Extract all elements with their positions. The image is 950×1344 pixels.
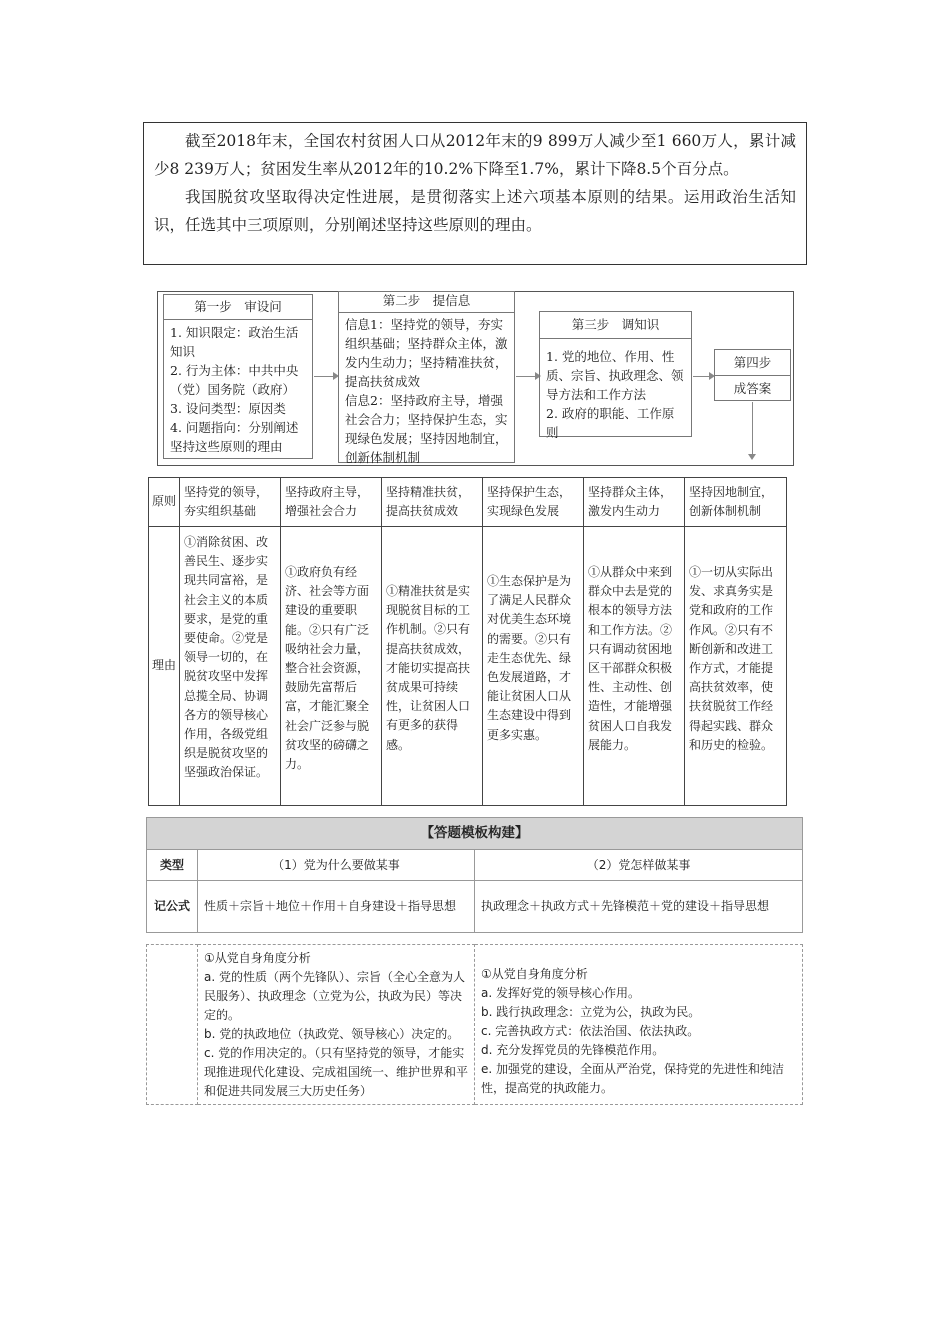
formula-why: 性质＋宗旨＋地位＋作用＋自身建设＋指导思想: [198, 881, 475, 933]
step-3-line: 1. 党的地位、作用、性质、宗旨、执政理念、领导方法和工作方法: [546, 349, 684, 402]
step-1-line: 2. 行为主体：中共中央（党）国务院（政府）: [170, 363, 299, 397]
step-3-box: [539, 311, 692, 440]
col-header-how: （2）党怎样做某事: [475, 850, 803, 881]
answer-template-table: [146, 817, 803, 1105]
reason-cell: ①生态保护是为了满足人民群众对优美生态环境的需要。②只有走生态优先、绿色发展道路，才能让贫困人口从生态建设中得到更多实惠。: [483, 527, 584, 806]
formula-label: 记公式: [147, 881, 198, 933]
principles-table: [148, 477, 787, 806]
principle-cell: 坚持保护生态，实现绿色发展: [483, 478, 584, 527]
analysis-line: ①从党自身角度分析: [481, 967, 588, 981]
intro-paragraph-1: 截至2018年末，全国农村贫困人口从2012年末的9 899万人减少至1 660万人，累计减少8 239万人；贫困发生率从2012年的10.2%下降至1.7%，累计下降8.5个百分点。: [154, 132, 796, 178]
step-4-sub: 成答案: [733, 381, 772, 396]
principle-cell: 坚持因地制宜，创新体制机制: [685, 478, 787, 527]
down-connector: [752, 402, 753, 458]
reason-cell: ①精准扶贫是实现脱贫目标的工作机制。②只有提高扶贫成效，才能切实提高扶贫成果可持续性，让贫困人口有更多的获得感。: [382, 527, 483, 806]
analysis-how: [475, 945, 803, 1105]
analysis-line: b. 践行执政理念：立党为公，执政为民。: [481, 1005, 701, 1019]
intro-paragraph-2: 我国脱贫攻坚取得决定性进展，是贯彻落实上述六项基本原则的结果。运用政治生活知识，任选其中三项原则，分别阐述坚持这些原则的理由。: [154, 188, 796, 234]
solution-flow-diagram: [157, 291, 794, 466]
step-2-box: [338, 291, 515, 463]
question-text-box: [143, 122, 807, 265]
analysis-line: d. 充分发挥党员的先锋模范作用。: [481, 1043, 665, 1057]
principle-cell: 坚持党的领导，夯实组织基础: [180, 478, 281, 527]
analysis-line: e. 加强党的建设，全面从严治党，保持党的先进性和纯洁性，提高党的执政能力。: [481, 1062, 785, 1095]
step-2-info-1: 信息1：坚持党的领导，夯实组织基础；坚持群众主体，激发内生动力；坚持精准扶贫，提高扶贫成效: [345, 317, 508, 389]
col-header-why: （1）党为什么要做某事: [198, 850, 475, 881]
step-1-line: 4. 问题指向：分别阐述坚持这些原则的理由: [170, 420, 299, 454]
arrow-connector: [516, 376, 537, 377]
step-4-box: [714, 349, 791, 401]
row-label-principle: 原则: [149, 478, 180, 527]
analysis-line: ①从党自身角度分析: [204, 951, 311, 965]
analysis-line: c. 党的作用决定的。（只有坚持党的领导，才能实现推进现代化建设、完成祖国统一、维护世界和平和促进共同发展三大历史任务）: [204, 1046, 469, 1098]
template-title: 【答题模板构建】: [147, 818, 803, 850]
analysis-label-cell: [147, 945, 198, 1105]
reason-cell: ①政府负有经济、社会等方面建设的重要职能。②只有广泛吸纳社会力量，整合社会资源，鼓励先富帮后富，才能汇聚全社会广泛参与脱贫攻坚的磅礴之力。: [281, 527, 382, 806]
reason-cell: ①一切从实际出发、求真务实是党和政府的工作作风。②只有不断创新和改进工作方式，才能提高扶贫效率，使扶贫脱贫工作经得起实践、群众和历史的检验。: [685, 527, 787, 806]
step-3-title: 第三步 调知识: [540, 312, 691, 339]
arrow-down-icon: [748, 454, 756, 460]
principle-cell: 坚持政府主导，增强社会合力: [281, 478, 382, 527]
analysis-why: [198, 945, 475, 1105]
analysis-line: c. 完善执政方式：依法治国、依法执政。: [481, 1024, 700, 1038]
step-1-title: 第一步 审设问: [164, 295, 312, 320]
row-label-reason: 理由: [149, 527, 180, 806]
principle-cell: 坚持精准扶贫，提高扶贫成效: [382, 478, 483, 527]
step-1-line: 3. 设问类型：原因类: [170, 401, 286, 416]
analysis-line: a. 发挥好党的领导核心作用。: [481, 986, 640, 1000]
principle-cell: 坚持群众主体，激发内生动力: [584, 478, 685, 527]
step-3-line: 2. 政府的职能、工作原则: [546, 406, 675, 440]
step-4-title: 第四步: [715, 350, 790, 376]
reason-cell: ①消除贫困、改善民生、逐步实现共同富裕，是社会主义的本质要求，是党的重要使命。②党是领导一切的，在脱贫攻坚中发挥总揽全局、协调各方的领导核心作用，各级党组织是脱贫攻坚的坚强政治保证。: [180, 527, 281, 806]
arrow-connector: [314, 376, 335, 377]
step-1-box: [163, 294, 313, 459]
step-2-info-2: 信息2：坚持政府主导，增强社会合力；坚持保护生态，实现绿色发展；坚持因地制宜，创新体制机制: [345, 393, 508, 465]
type-label: 类型: [147, 850, 198, 881]
formula-how: 执政理念＋执政方式＋先锋模范＋党的建设＋指导思想: [475, 881, 803, 933]
analysis-line: b. 党的执政地位（执政党、领导核心）决定的。: [204, 1027, 460, 1041]
step-2-title: 第二步 提信息: [339, 292, 514, 313]
step-1-line: 1. 知识限定：政治生活知识: [170, 325, 299, 359]
analysis-line: a. 党的性质（两个先锋队）、宗旨（全心全意为人民服务）、执政理念（立党为公，执政为民）等决定的。: [204, 970, 465, 1022]
reason-cell: ①从群众中来到群众中去是党的根本的领导方法和工作方法。②只有调动贫困地区干部群众积极性、主动性、创造性，才能增强贫困人口自我发展能力。: [584, 527, 685, 806]
